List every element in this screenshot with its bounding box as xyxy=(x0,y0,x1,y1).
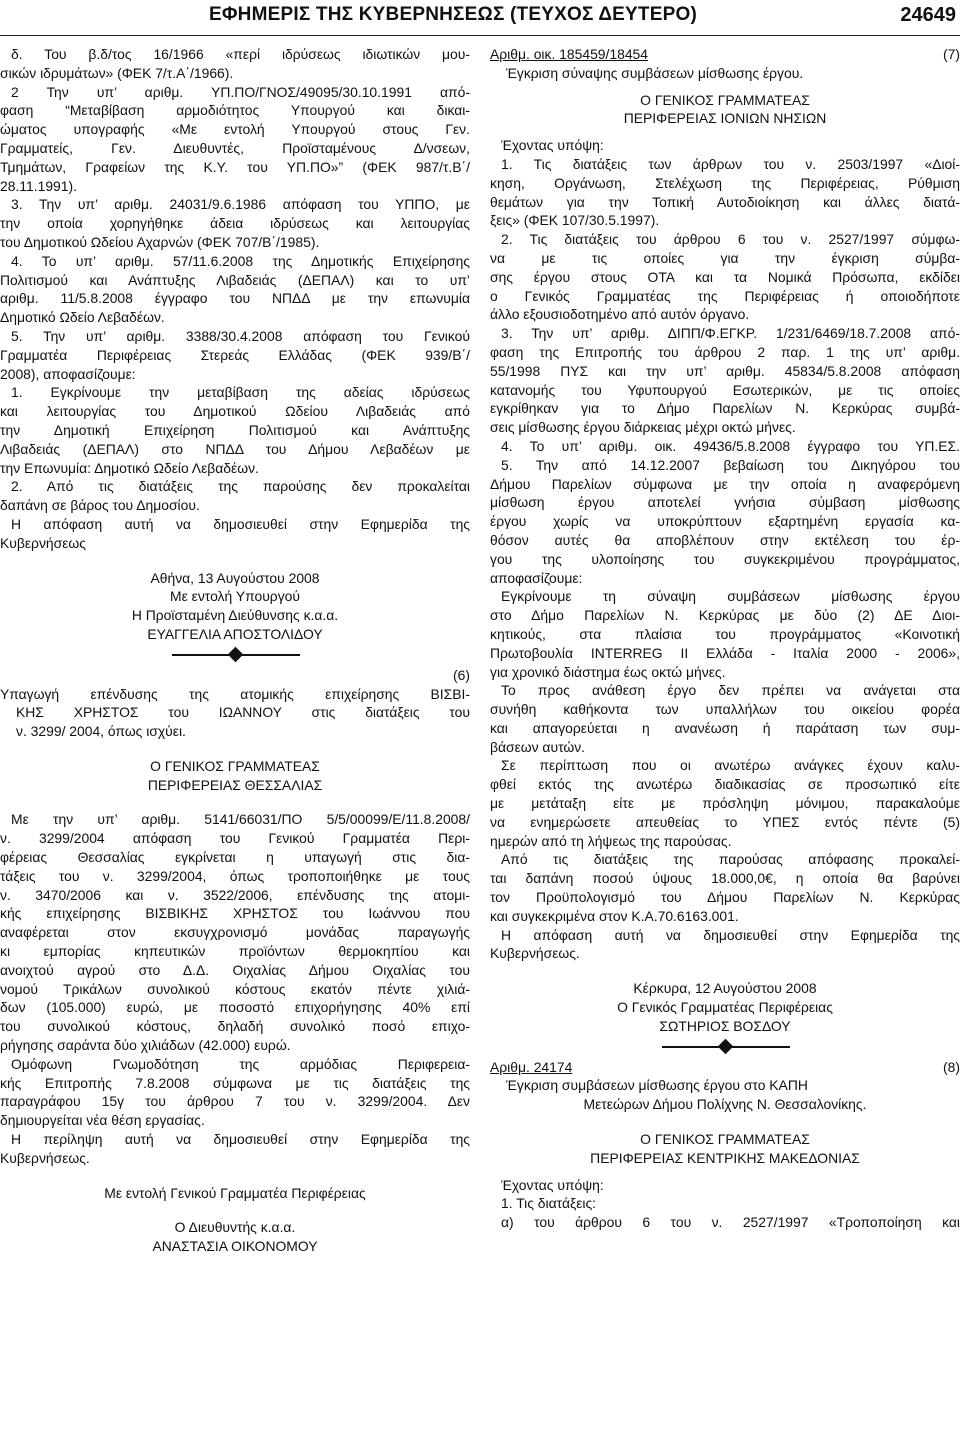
text-line: Σε περίπτωση που οι ανωτέρω ανάγκες έχουν καλυ- xyxy=(501,757,960,774)
text-line: φθεί εκτός της ανωτέρω διαδικασίας σε προσωπικό είτε xyxy=(490,776,960,793)
text-line: δ. Του β.δ/τος 16/1966 «περί ιδρύσεως ιδιωτικών μου- xyxy=(11,46,470,62)
text-line: τάξεις του ν. 3299/2004, όπως τροποποιήθηκε με τους xyxy=(0,867,470,884)
text-line: 2. Από τις διατάξεις της παρούσης δεν προκαλείται xyxy=(11,478,470,495)
text-line: σης έργου στους ΟΤΑ και τα Νομικά Πρόσωπα, εκδίδει xyxy=(490,268,960,285)
signature-name: ΑΝΑΣΤΑΣΙΑ ΟΙΚΟΝΟΜΟΥ xyxy=(152,1238,318,1255)
authority-title: Ο ΓΕΝΙΚΟΣ ΓΡΑΜΜΑΤΕΑΣ xyxy=(150,757,320,774)
signature-name: ΣΩΤΗΡΙΟΣ ΒΟΣΔΟΥ xyxy=(659,1017,791,1034)
text-line: και συγκεκριμένα στον Κ.Α.70.6163.001. xyxy=(490,907,739,924)
text-line: μίσθωση έργου αποτελεί γνήσια σύμβαση μίσθωσης xyxy=(490,494,960,511)
text-line: με μετάταξη είτε με πρόσληψη μόνιμου, παρακαλούμε xyxy=(490,795,960,812)
text-line: να ενημερώσετε απευθείας το ΥΠΕΣ εντός πέντε (5) xyxy=(490,813,960,830)
section-heading: ΚΗΣ ΧΡΗΣΤΟΣ του ΙΩΑΝΝΟΥ στις διατάξεις του xyxy=(16,704,470,721)
text-line: την Επωνυμία: Δημοτικό Ωδείο Λεβαδέων. xyxy=(0,459,259,476)
text-line: 28.11.1991). xyxy=(0,177,77,194)
text-line: νομού Τρικάλων συνολικού κόστους εκατόν πέντε χιλιά- xyxy=(0,980,470,997)
text-line: άλλο εξουσιοδοτημένο από αυτόν όργανο. xyxy=(490,306,750,323)
signature-line: Ο Διευθυντής κ.α.α. xyxy=(174,1219,296,1236)
text-line: 2 Την υπ’ αριθμ. ΥΠ.ΠΟ/ΓΝΟΣ/49095/30.10.1991 από- xyxy=(11,83,470,100)
text-line: Τμημάτων, Γραφείων της Κ.Υ. του ΥΠ.ΠΟ»” (ΦΕΚ 987/τ.Β΄/ xyxy=(0,158,470,175)
text-line: την Δημοτική Επιχείρηση Πολιτισμού και Ανάπτυξης xyxy=(0,421,470,438)
diamond-icon xyxy=(718,1038,734,1054)
text-line: συνήθη καθήκοντα των υπαλλήλων του οικείου φορέα xyxy=(490,701,960,718)
text-line: Έχοντας υπόψη: xyxy=(501,1176,604,1193)
signature-line: Με εντολή Γενικού Γραμματέα Περιφέρειας xyxy=(104,1184,366,1201)
text-line: σεις μίσθωσης έργου διάρκειας μέχρι οκτώ μήνες. xyxy=(490,419,796,436)
header-rule xyxy=(0,35,960,36)
text-line: θόσον αυτές θα αποβλέπουν στην εκτέλεση του έρ- xyxy=(490,531,960,548)
text-line: Γραμματείς, Γεν. Διευθυντές, Προϊσταμένους Δ/νσεων, xyxy=(0,139,470,156)
section-divider xyxy=(490,1036,960,1058)
text-line: φαση “Μεταβίβαση αρμοδιότητος Υπουργού και δικαι- xyxy=(0,102,470,119)
text-line: ο Γενικός Γραμματέας της Περιφέρειας ή οποιοδήποτε xyxy=(490,287,960,304)
text-line: του συνολικού κόστους, δηλαδή συνολικό ποσό επιχο- xyxy=(0,1018,470,1035)
text-line: εγκρίθηκαν για το Δήμο Παρελίων Ν. Κερκύρας συμβά- xyxy=(490,400,960,417)
section-number: (6) xyxy=(453,666,470,683)
text-line: δων (105.000) ευρώ, με ποσοστό επιχορήγησης 40% επί xyxy=(0,999,470,1016)
text-line: και λειτουργίας του Δημοτικού Ωδείου Λιβαδειάς από xyxy=(0,403,470,420)
authority-title: ΠΕΡΙΦΕΡΕΙΑΣ ΘΕΣΣΑΛΙΑΣ xyxy=(147,776,323,793)
text-line: αναφέρεται στον εκσυγχρονισμό μονάδας παραγωγής xyxy=(0,924,470,941)
text-line: και απαγορεύεται η ανανέωση ή παράταση των συμ- xyxy=(490,719,960,736)
section-heading: Έγκριση συμβάσεων μίσθωσης έργου στο ΚΑΠΗ xyxy=(506,1077,808,1094)
diamond-icon xyxy=(228,646,244,662)
text-line: Δήμου Παρελίων σύμφωνα με την οποία η αναφερόμενη xyxy=(490,475,960,492)
text-line: γου της υλοποίησης του συγκεκριμένου προγράμματος, xyxy=(490,550,960,567)
section-heading: Υπαγωγή επένδυσης της ατομικής επιχείρησης ΒΙΣΒΙ- xyxy=(0,685,470,702)
text-line: κητικούς, στα πλαίσια του προγράμματος «Κοινοτική xyxy=(490,625,960,642)
text-line: του Δημοτικού Ωδείου Αχαρνών (ΦΕΚ 707/Β΄/1985). xyxy=(0,233,320,250)
text-line: ν. 3299/2004 απόφαση του Γενικού Γραμματέα Περι- xyxy=(0,830,470,847)
text-line: Πρωτοβουλία INTERREG ΙΙ Ελλάδα - Ιταλία 2000 - 2006», xyxy=(490,644,960,661)
text-line: φαση της Επιτροπής του άρθρου 2 παρ. 1 της υπ’ αριθμ. xyxy=(490,343,960,360)
text-line: για χρονικό διάστημα έως οκτώ μήνες. xyxy=(490,663,726,680)
text-line: κατανομής του Υφυπουργού Εσωτερικών, με τις οποίες xyxy=(490,381,960,398)
section-heading: ν. 3299/ 2004, όπως ισχύει. xyxy=(16,723,186,740)
text-line: 1. Εγκρίνουμε την μεταβίβαση της αδείας ιδρύσεως xyxy=(11,384,470,401)
signature-line: Με εντολή Υπουργού xyxy=(170,588,300,605)
signature-line: Ο Γενικός Γραμματέας Περιφέρειας xyxy=(617,999,833,1016)
text-line: Κυβερνήσεως xyxy=(0,534,86,551)
text-line: 3. Την υπ’ αριθμ. ΔΙΠΠ/Φ.ΕΓΚΡ. 1/231/6469/18.7.2008 από- xyxy=(501,325,960,342)
text-line: Εγκρίνουμε τη σύναψη συμβάσεων μίσθωσης έργου xyxy=(501,588,960,605)
section-divider xyxy=(0,644,470,666)
text-line: παραγράφου 15γ του άρθρου 7 του ν. 3299/2004. Δεν xyxy=(0,1093,470,1110)
text-line: Η απόφαση αυτή να δημοσιευθεί στην Εφημερίδα της xyxy=(11,515,470,532)
text-line: φέρειας Θεσσαλίας εγκρίνεται η υπαγωγή στις δια- xyxy=(0,849,470,866)
text-line: θεμάτων για την Τοπική Αυτοδιοίκηση και άλλες διατά- xyxy=(490,193,960,210)
text-line: κής Επιτροπής 7.8.2008 σύμφωνα με τις διατάξεις της xyxy=(0,1074,470,1091)
authority-title: Ο ΓΕΝΙΚΟΣ ΓΡΑΜΜΑΤΕΑΣ xyxy=(640,1131,810,1148)
text-line: 4. Το υπ’ αριθμ. 57/11.6.2008 της Δημοτικής Επιχείρησης xyxy=(11,252,470,269)
text-line: 1. Τις διατάξεις των άρθρων του ν. 2503/1997 «Διοί- xyxy=(501,155,960,172)
text-line: ανοιχτού αγρού στο Δ.Δ. Οιχαλίας Δήμου Οιχαλίας του xyxy=(0,961,470,978)
text-line: Κυβερνήσεως. xyxy=(490,945,580,962)
text-line: 55/1998 ΠΥΣ και την υπ’ αριθμ. 45834/5.8.2008 απόφαση xyxy=(490,362,960,379)
text-line: Κυβερνήσεως. xyxy=(0,1149,90,1166)
text-line: δαπάνη σε βάρος του Δημοσίου. xyxy=(0,497,200,514)
text-line: βάσεων αυτών. xyxy=(490,738,586,755)
text-line: ημερών από τη λήψεως της παρούσας. xyxy=(490,832,732,849)
text-line: αποφασίζουμε: xyxy=(490,569,583,586)
decision-reference-row xyxy=(490,45,960,64)
text-line: σικών ιδρυμάτων» (ΦΕΚ 7/τ.Α΄/1966). xyxy=(0,64,234,81)
text-line: δημιουργείται νέα θέση εργασίας. xyxy=(0,1112,205,1129)
text-line: αριθμ. 11/5.8.2008 έγγραφο του ΝΠΔΔ με την επωνυμία xyxy=(0,290,470,307)
signature-name: ΕΥΑΓΓΕΛΙΑ ΑΠΟΣΤΟΛΙΔΟΥ xyxy=(147,625,323,642)
decision-number: Αριθμ. 24174 xyxy=(490,1058,573,1075)
text-line: ται δαπάνη ποσού ύψους 18.000,0€, η οποία θα βαρύνει xyxy=(490,870,960,887)
signature-date: Αθήνα, 13 Αυγούστου 2008 xyxy=(150,569,320,586)
text-line: 5. Την από 14.12.2007 βεβαίωση του Δικηγόρου του xyxy=(501,456,960,473)
text-line: κής επιχείρησης ΒΙΣΒΙΚΗΣ ΧΡΗΣΤΟΣ του Ιωάννου που xyxy=(0,905,470,922)
section-heading: Έγκριση σύναψης συμβάσεων μίσθωσης έργου. xyxy=(506,64,804,81)
text-line: Από τις διατάξεις της παρούσας απόφασης προκαλεί- xyxy=(501,851,960,868)
text-line: 4. Το υπ’ αριθμ. οικ. 49436/5.8.2008 έγγραφο του ΥΠ.ΕΣ. xyxy=(501,437,960,454)
text-line: την οποία χορηγήθηκε άδεια ιδρύσεως και λειτουργίας xyxy=(0,215,470,232)
section-number: (7) xyxy=(943,46,960,62)
text-line: έργου χωρίς να υποκρύπτουν εξαρτημένη εργασία κα- xyxy=(490,513,960,530)
text-line: Γραμματέα Περιφέρειας Στερεάς Ελλάδας (ΦΕΚ 939/Β΄/ xyxy=(0,346,470,363)
text-line: ξεις» (ΦΕΚ 107/30.5.1997). xyxy=(490,212,660,229)
text-line: τον Προϋπολογισμό του Δήμου Παρελίων Ν. Κερκύρας xyxy=(490,889,960,906)
text-line: Ομόφωνη Γνωμοδότηση της αρμόδιας Περιφερεια- xyxy=(11,1055,470,1072)
gazette-title: ΕΦΗΜΕΡΙΣ ΤΗΣ ΚΥΒΕΡΝΗΣΕΩΣ (ΤΕΥΧΟΣ ΔΕΥΤΕΡΟ) xyxy=(209,4,697,25)
text-line: να με τις οποίες για την έγκριση σύμβα- xyxy=(490,249,960,266)
text-line: ρήγησης σαράντα δύο χιλιάδων (42.000) ευρώ. xyxy=(0,1037,291,1054)
text-line: κηση, Οργάνωση, Στελέχωση της Περιφέρειας, Ρύθμιση xyxy=(490,174,960,191)
text-line: στο Δήμο Παρελίων Ν. Κερκύρας με δύο (2) ΔΕ Διοι- xyxy=(490,607,960,624)
left-column xyxy=(0,45,470,1256)
page-header xyxy=(0,0,960,40)
text-line: 2. Τις διατάξεις του άρθρου 6 του ν. 2527/1997 σύμφω- xyxy=(501,231,960,248)
text-line: κι εμπορίας κηπευτικών προϊόντων θερμοκηπίου και xyxy=(0,943,470,960)
text-line: 1. Τις διατάξεις: xyxy=(501,1195,597,1212)
signature-line: Η Προϊσταμένη Διεύθυνσης κ.α.α. xyxy=(131,607,339,624)
text-line: 2008), αποφασίζουμε: xyxy=(0,365,136,382)
authority-title: ΠΕΡΙΦΕΡΕΙΑΣ ΚΕΝΤΡΙΚΗΣ ΜΑΚΕΔΟΝΙΑΣ xyxy=(590,1149,860,1166)
text-line: α) του άρθρου 6 του ν. 2527/1997 «Τροποποίηση και xyxy=(501,1214,960,1231)
text-line: Έχοντας υπόψη: xyxy=(501,137,604,154)
section-number: (8) xyxy=(943,1058,960,1075)
decision-reference-row xyxy=(490,1058,960,1077)
text-line: ν. 3470/2006 και ν. 3522/2006, επένδυσης της ατομι- xyxy=(0,886,470,903)
text-line: ώματος υπογραφής «Με εντολή Υπουργού στους Γεν. xyxy=(0,121,470,138)
section-heading: Μετεώρων Δήμου Πολίχνης Ν. Θεσσαλονίκης. xyxy=(583,1096,867,1113)
text-line: Η περίληψη αυτή να δημοσιευθεί στην Εφημερίδα της xyxy=(11,1131,470,1148)
authority-title: Ο ΓΕΝΙΚΟΣ ΓΡΑΜΜΑΤΕΑΣ xyxy=(640,91,810,108)
text-line: 3. Την υπ’ αριθμ. 24031/9.6.1986 απόφαση του ΥΠΠΟ, με xyxy=(11,196,470,213)
text-line: Το προς ανάθεση έργο δεν πρέπει να ανάγεται στα xyxy=(501,682,960,699)
right-column xyxy=(490,45,960,1232)
decision-number: Αριθμ. οικ. 185459/18454 xyxy=(490,46,649,62)
text-line: Πολιτισμού και Ανάπτυξης Λιβαδειάς (ΔΕΠΑΛ) και το υπ’ xyxy=(0,271,470,288)
text-line: Η απόφαση αυτή να δημοσιευθεί στην Εφημερίδα της xyxy=(501,926,960,943)
signature-date: Κέρκυρα, 12 Αυγούστου 2008 xyxy=(633,980,817,997)
page-number: 24649 xyxy=(900,4,956,26)
text-line: 5. Την υπ’ αριθμ. 3388/30.4.2008 απόφαση του Γενικού xyxy=(11,327,470,344)
text-line: Δημοτικό Ωδείο Λεβαδέων. xyxy=(0,309,165,326)
authority-title: ΠΕΡΙΦΕΡΕΙΑΣ ΙΟΝΙΩΝ ΝΗΣΙΩΝ xyxy=(623,110,827,127)
text-line: Λιβαδειάς (ΔΕΠΑΛ) στο ΝΠΔΔ του Δήμου Λεβαδέων με xyxy=(0,440,470,457)
text-line: Με την υπ’ αριθμ. 5141/66031/ΠΟ 5/5/00099/Ε/11.8.2008/ xyxy=(11,811,470,828)
